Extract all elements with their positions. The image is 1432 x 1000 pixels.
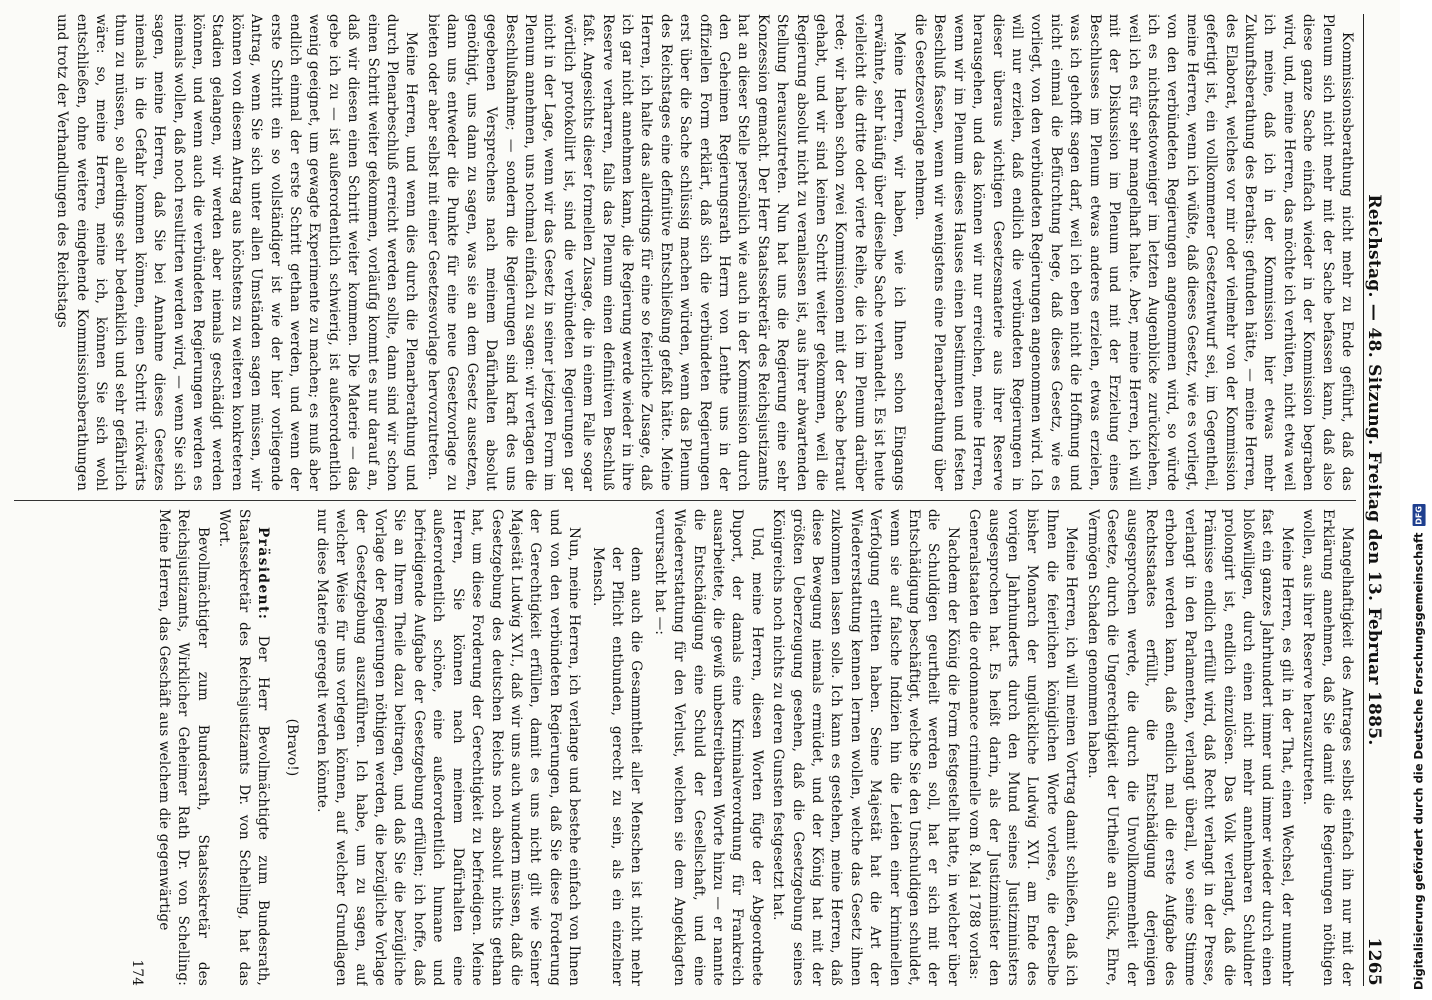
- paragraph: Nachdem der König die Form festgestellt hatte, in welcher über die Schuldigen geurtheilt werden soll, hat er sich mit der Entschädigung beschäftigt, welche Sie den Unschuldigen schuldet, wenn sie auf falsche Indizien hin die Leiden einer kriminellen Verfolgung erlitten haben. Seine Majestät hat die Art der Wiedererstattung kennen lernen wollen, welche das Gesetz ihnen zukommen lassen solle. Ich kann es gestehen, meine Herren, daß diese Bewegung niemals ermüdet, und der König hat mit der größten Ueberzeugung gesehen, daß die Gesetzgebung seines Königreichs noch nichts zu deren Gunsten festgesetzt hat.: [770, 509, 961, 986]
- page-number: 1265: [1364, 937, 1384, 986]
- president-paragraph: [214, 509, 272, 986]
- running-header: [1363, 14, 1390, 986]
- credit-label: Digitalisierung gefördert durch die Deutsche Forschungsgemeinschaft: [1412, 532, 1426, 990]
- column-right: [14, 509, 1356, 986]
- page-content: [10, 14, 1390, 986]
- dfg-logo: DFG: [1414, 506, 1424, 525]
- paragraph: Und, meine Herren, diesen Worten fügte der Abgeordnete Duport, der damals eine Kriminalverordnung für Frankreich ausarbeitete, die gewiß unbestreitbaren Worte hinzu — er nannte die Entschädigung eine Schuld der Gesellschaft, und eine Wiedererstattung für den Verlust, welchen sie dem Angeklagten verursacht hat —:: [651, 509, 765, 986]
- footer-number: 174: [128, 959, 145, 986]
- paragraph: Meine Herren, es gilt in der That, einen Wechsel, der nunmehr fast ein ganzes Jahrhundert immer und immer wieder durch einen bloßwilligen, durch einen nicht mehr annehmbaren Schuldner prolongirt ist, endlich einzulösen. Das Volk verlangt, daß die Prämisse endlich erfüllt wird, daß Recht verlangt in der Presse, verlangt in den Parlamenten, verlangt überall, wo seine Stimme erhoben werden kann, daß endlich mal die erste Aufgabe des Rechtsstaates erfüllt, die Entschädigung derjenigen ausgesprochen werde, die durch die Unvollkommenheit der Gesetze, durch die Ungerechtigkeit der Urtheile an Glück, Ehre, Vermögen Schaden genommen haben.: [1084, 509, 1295, 986]
- text-columns: [14, 14, 1356, 986]
- paragraph: Meine Herren, ich will meinen Vortrag damit schließen, daß ich Ihnen die feierlichen königlichen Worte vorlese, die derselbe bisher Monarch der unglückliche Ludwig XVI. am Ende des vorigen Jahrhunderts durch den Mund seines Justizministers ausgesprochen hat. Es heißt darin, als der Justizminister den Generalstaaten die ordonnance criminelle vom 8. Mai 1788 vorlas:: [966, 509, 1080, 986]
- paragraph: Nun, meine Herren, ich verlange und bestehe einfach von Ihnen und von den verbündeten Regierungen, daß Sie diese Forderung der Gerechtigkeit erfüllen, damit es uns nicht gilt wie Seiner Majestät Ludwig XVI., daß wir uns auch wundern müssen, daß die Gesetzgebung des deutschen Reichs noch absolut nichts gethan hat, um diese Forderung der Gerechtigkeit zu befriedigen. Meine Herren, Sie können nach meinem Dafürhalten eine außerordentlich schöne, eine außerordentlich humane und befriedigende Aufgabe der Gesetzgebung erfüllen; ich hoffe, daß Sie an Ihrem Theile dazu beitragen, und daß Sie die bezügliche Vorlage der Regierungen nöthigen werden, die bezügliche Vorlage der Gesetzgebung auszuführen. Ich habe, um zu sagen, auf welcher Weise für uns vorlegen können, auf welcher Grundlagen nur diese Materie geregelt werden könnte.: [313, 509, 583, 986]
- speaker-label: Präsident:: [255, 527, 272, 621]
- quotation: denn auch die Gesammtheit aller Menschen ist nicht mehr der Pflicht entbunden, gerecht zu sein, als ein einzelner Mensch.: [589, 547, 645, 986]
- column-left: [14, 14, 1356, 491]
- speech-text: Der Herr Bevollmächtigte zum Bundesrath, Staatssekretär des Reichsjustizamts Dr. von Schelling, hat das Wort.: [216, 509, 272, 986]
- paragraph: Meine Herren, wir haben, wie ich Ihnen schon Eingangs erwähnte, sehr häufig über dieselbe Sache verhandelt. Es ist heute vielleicht die dritte oder vierte Reihe, die ich im Plenum darüber rede; wir haben schon zwei Kommissionen mit der Sache betraut gehabt, und wir sind keinen Schritt weiter gekommen, weil die Regierung absolut nicht zu veranlassen ist, aus ihrer abwartenden Stellung herauszutreten. Nun hat uns die Regierung eine sehr Konzession gemacht. Der Herr Staatssekretär des Reichsjustizamts hat an dieser Stelle persönlich wie auch in der Kommission durch den Geheimen Regierungsrath Herrn von Lenthe uns in der offiziellen Form erklärt, daß sich die verbündeten Regierungen erst über die Sache schlüssig machen würden, wenn das Plenum des Reichstages eine definitive Entschließung gefaßt hätte. Meine Herren, ich halte das allerdings für eine so feierliche Zusage, daß ich gar nicht annehmen kann, die Regierung werde wieder in ihre Reserve verharren, falls das Plenum einen definitiven Beschluß faßt. Angesichts dieser formellen Zusage, die in einem Falle sogar wörtlich protokollirt ist, sind die verbündeten Regierungen gar nicht in der Lage, wenn wir das Gesetz in seiner jetzigen Form im Plenum annehmen, uns nochmal einfach zu sagen: wir vertagen die Beschlußnahme; — sondern die Regierungen sind kraft des uns gegebenen Versprechens nach meinem Dafürhalten absolut genöthigt, uns dann zu sagen, was sie an dem Gesetz aussetzen, dann uns entweder die Punkte für eine neue Gesetzvorlage zu bieten oder aber selbst mit einer Gesetzesvorlage hervorzutreten.: [424, 14, 907, 491]
- paragraph: Mangelhaftigkeit des Antrages selbst einfach ihn nur mit der Erklärung annehmen, daß Sie damit die Regierungen nöthigen wollen, aus ihrer Reserve herauszutreten.: [1300, 509, 1355, 986]
- paragraph: Meine Herren, und wenn dies durch die Plenarberathung und durch Plenarbeschluß erreicht werden sollte, dann sind wir schon einen Schritt weiter gekommen, vorläufig kommt es nur darauf an, daß wir diesen einen Schritt weiter kommen. Die Materie — das gebe ich zu — ist außerordentlich schwierig, ist außerordentlich wenig geeignet, um gewagte Experimente zu machen; es muß aber endlich einmal der erste Schritt gethan werden, und wenn der erste Schritt ein so vollständiger ist wie der hier vorliegende Antrag, wenn Sie sich unter allen Umständen sagen müssen, wir können von diesem Antrag aus höchstens zu weiteren konkreteren Stadien gelangen, wir werden aber niemals geschädigt werden können, und wenn auch die verbündeten Regierungen werden es niemals wollen, daß noch resultirten werden wird, — wenn Sie sich sagen, meine Herren, daß Sie bei Annahme dieses Gesetzes niemals in die Gefahr kommen können, einen Schritt rückwärts thun zu müssen, so allerdings sehr bedenklich und sehr gefährlich wäre: so, meine Herren, meine ich, können Sie sich wohl entschließen, ohne weitere eingehende Kommissionsberathungen und trotz der Verhandlungen des Reichstags: [54, 14, 420, 491]
- digitization-credit: [1412, 504, 1426, 990]
- header-title: Reichstag. — 48. Sitzung. Freitag den 13. Februar 1885.: [1364, 194, 1384, 746]
- paragraph: Bevollmächtigter zum Bundesrath, Staatssekretär des Reichsjustizamts, Wirklicher Geheimer Rath Dr. von Schelling: Meine Herren, das Geschäft aus welchem die gegenwärtige: [156, 509, 211, 986]
- applause-note: (Bravo!): [284, 718, 301, 777]
- credit-strip: [1400, 0, 1432, 1000]
- paragraph: Kommissionsberathung nicht mehr zu Ende geführt, daß das Plenum sich nicht mehr mit der Sache befassen kann, daß also diese ganze Sache einfach wieder in der Kommission begraben wird, und, meine Herren, das möchte ich verhüten, nicht etwa weil ich meine, daß ich in der Kommission hier etwas mehr Zukunftsberathung des Beraths: gefunden hätte, — meine Herren, des Elaborat, welches vor mir oder vielmehr von der Kommission gefertigt ist, ein vollkommener Gesetzentwurf sei, im Gegentheil, meine Herren, wenn ich wüßte, daß dieses Gesetz, wie es vorliegt, von den verbündeten Regierungen angenommen wird, so würde ich es nichtsdestoweniger im letzten Augenblicke zurückziehen, weil ich es für sehr mangelhaft halte. Aber, meine Herren, ich will mit der Diskussion im Plenum und mit der Erzielung eines Beschlusses im Plenum etwas anderes erzielen, etwas erzielen, was ich gehofft sagen darf, weil ich eben nicht die Hoffnung und nicht einmal die Befürchtung hege, daß dieses Gesetz, wie es vorliegt, von den verbündeten Regierungen angenommen wird. Ich will nur erzielen, daß endlich die verbündeten Regierungen in dieser überaus wichtigen Gesetzesmaterie aus ihrer Reserve herausgehen, und das können wir nur erreichen, meine Herren, wenn wir im Plenum dieses Hauses einen bestimmten und festen Beschluß fassen, wenn wir wenigstens eine Plenarberathung über die Gesetzesvorlage nehmen.: [912, 14, 1355, 491]
